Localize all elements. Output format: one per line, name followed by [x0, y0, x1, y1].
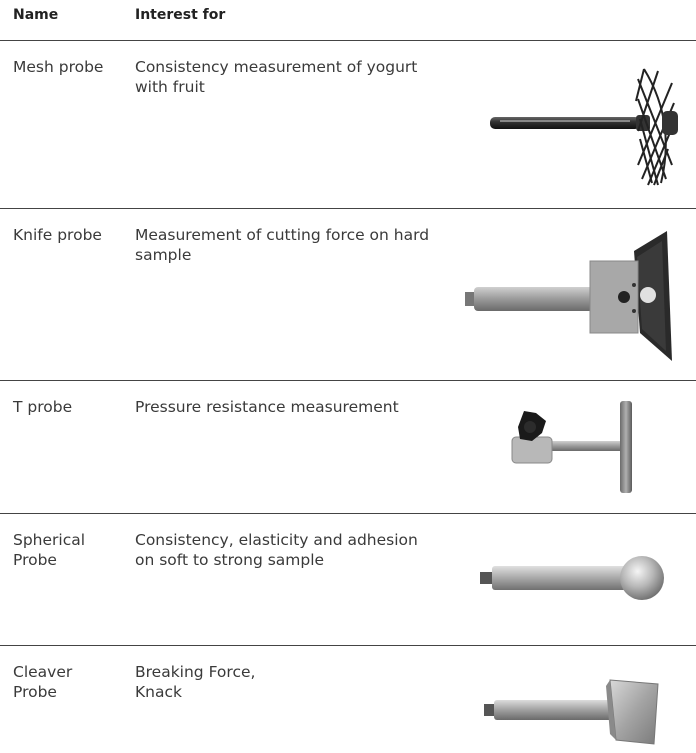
- column-header-name: Name: [13, 7, 59, 23]
- knife-probe-icon: [462, 229, 682, 369]
- table-row: [0, 41, 696, 209]
- column-header-interest: Interest for: [135, 7, 226, 23]
- table-row: [0, 381, 696, 514]
- probe-description: Consistency, elasticity and adhesion on soft to strong sample: [135, 531, 418, 569]
- probe-name: Spherical Probe: [13, 531, 86, 569]
- spherical-probe-icon: [476, 552, 668, 608]
- table-row: [0, 514, 696, 646]
- probe-name: Mesh probe: [13, 58, 104, 76]
- probe-name: Knife probe: [13, 226, 102, 244]
- probe-name: T probe: [13, 398, 73, 416]
- table-header: [0, 0, 696, 41]
- t-probe-icon: [506, 399, 646, 497]
- table-row: [0, 209, 696, 381]
- probe-description: Consistency measurement of yogurt with fruit: [135, 58, 418, 96]
- probe-description: Measurement of cutting force on hard sample: [135, 226, 430, 264]
- probe-description: Pressure resistance measurement: [135, 398, 399, 416]
- probe-description: Breaking Force, Knack: [135, 663, 256, 701]
- cleaver-probe-icon: [480, 674, 670, 750]
- probe-name: Cleaver Probe: [13, 663, 73, 701]
- table-row: [0, 646, 696, 753]
- mesh-probe-icon: [486, 61, 686, 191]
